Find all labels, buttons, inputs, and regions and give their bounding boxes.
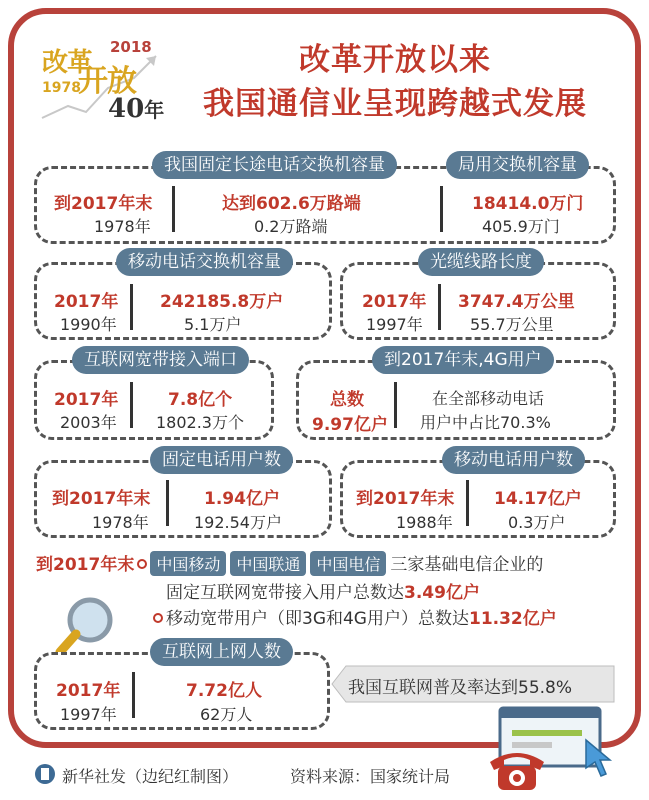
users-4g-share-line-2: 用户中占比70.3% [420, 413, 551, 432]
carriers-line-3 [150, 604, 557, 629]
netizens-value-now: 7.72亿人 [186, 681, 262, 701]
carriers-line-3-value: 11.32亿户 [468, 609, 557, 629]
broadband-ports-value-then: 1802.3万个 [156, 413, 244, 432]
footer-source: 资料来源：国家统计局 [290, 767, 451, 786]
fixed-users-value-now: 1.94亿户 [204, 489, 280, 509]
footer-agency: 新华社发（边纪红制图） [62, 767, 239, 786]
netizens-label: 互联网上网人数 [150, 638, 293, 666]
broadband-ports-year-now: 2017年 [54, 390, 119, 410]
logo-word-2: 开放 [78, 64, 136, 99]
fixed-users-label: 固定电话用户数 [150, 446, 293, 474]
fixed-users-year-now: 到2017年末 [52, 489, 151, 509]
carriers-line-3-prefix: 移动宽带用户（即3G和4G用户）总数达 [166, 609, 469, 629]
divider [130, 382, 133, 428]
divider [166, 480, 169, 526]
carrier-china-unicom: 中国联通 [230, 551, 306, 576]
fiber-year-now: 2017年 [362, 292, 427, 312]
broadband-ports-year-then: 2003年 [60, 413, 117, 432]
local-exchange-value-then: 405.9万门 [482, 217, 560, 236]
broadband-ports-value-now: 7.8亿个 [168, 390, 233, 410]
divider [394, 382, 397, 428]
netizens-year-now: 2017年 [56, 681, 121, 701]
divider [438, 284, 441, 330]
long-distance-year-now: 到2017年末 [54, 194, 153, 214]
carriers-lead: 到2017年末 [36, 555, 135, 575]
long-distance-value-now: 达到602.6万路端 [222, 194, 361, 214]
netizens-year-then: 1997年 [60, 705, 117, 724]
carriers-line-1 [36, 550, 543, 576]
divider [130, 284, 133, 330]
users-4g-total-value: 9.97亿户 [312, 415, 388, 435]
long-distance-value-then: 0.2万路端 [254, 217, 328, 236]
broadband-ports-label: 互联网宽带接入端口 [72, 346, 249, 374]
divider [172, 186, 175, 232]
penetration-text: 我国互联网普及率达到55.8% [348, 678, 573, 698]
divider [440, 186, 443, 232]
mobile-exchange-label: 移动电话交换机容量 [116, 248, 293, 276]
fixed-users-year-then: 1978年 [92, 513, 149, 532]
long-distance-label: 我国固定长途电话交换机容量 [152, 151, 397, 179]
bullet-icon [137, 559, 147, 569]
local-exchange-label: 局用交换机容量 [446, 151, 589, 179]
carriers-line-2-value: 3.49亿户 [404, 583, 480, 603]
logo-year-start: 1978 [42, 80, 81, 96]
logo-anniversary: 40年 [108, 94, 165, 124]
footer [0, 758, 649, 800]
mobile-users-value-now: 14.17亿户 [494, 489, 582, 509]
local-exchange-value-now: 18414.0万门 [472, 194, 584, 214]
netizens-value-then: 62万人 [200, 705, 253, 724]
anniversary-logo [38, 38, 168, 126]
fiber-value-now: 3747.4万公里 [458, 292, 575, 312]
logo-year-end: 2018 [110, 38, 152, 56]
mobile-exchange-value-then: 5.1万户 [184, 315, 242, 334]
mobile-users-year-now: 到2017年末 [356, 489, 455, 509]
mobile-exchange-value-now: 242185.8万户 [160, 292, 284, 312]
carriers-suffix: 三家基础电信企业的 [390, 555, 544, 575]
fiber-label: 光缆线路长度 [418, 248, 544, 276]
fiber-year-then: 1997年 [366, 315, 423, 334]
title-line-2: 我国通信业呈现跨越式发展 [203, 86, 587, 122]
mobile-users-year-then: 1988年 [396, 513, 453, 532]
divider [132, 672, 135, 718]
title-line-1: 改革开放以来 [299, 42, 491, 78]
xinhua-logo-icon [34, 762, 56, 786]
mobile-exchange-year-now: 2017年 [54, 292, 119, 312]
carriers-line-2 [166, 578, 480, 603]
users-4g-label: 到2017年末,4G用户 [372, 346, 554, 374]
divider [466, 480, 469, 526]
carrier-china-telecom: 中国电信 [310, 551, 386, 576]
fiber-value-then: 55.7万公里 [470, 315, 554, 334]
long-distance-year-then: 1978年 [94, 217, 151, 236]
bullet-icon [153, 613, 163, 623]
carriers-line-2-prefix: 固定互联网宽带接入用户总数达 [166, 583, 404, 603]
carrier-china-mobile: 中国移动 [150, 551, 226, 576]
users-4g-share-line-1: 在全部移动电话 [432, 389, 545, 408]
mobile-users-label: 移动电话用户数 [442, 446, 585, 474]
fixed-users-value-then: 192.54万户 [194, 513, 282, 532]
page-title [170, 38, 620, 126]
users-4g-total-label: 总数 [330, 390, 364, 410]
mobile-users-value-then: 0.3万户 [508, 513, 566, 532]
mobile-exchange-year-then: 1990年 [60, 315, 117, 334]
logo-word-1: 改革 [42, 48, 93, 78]
